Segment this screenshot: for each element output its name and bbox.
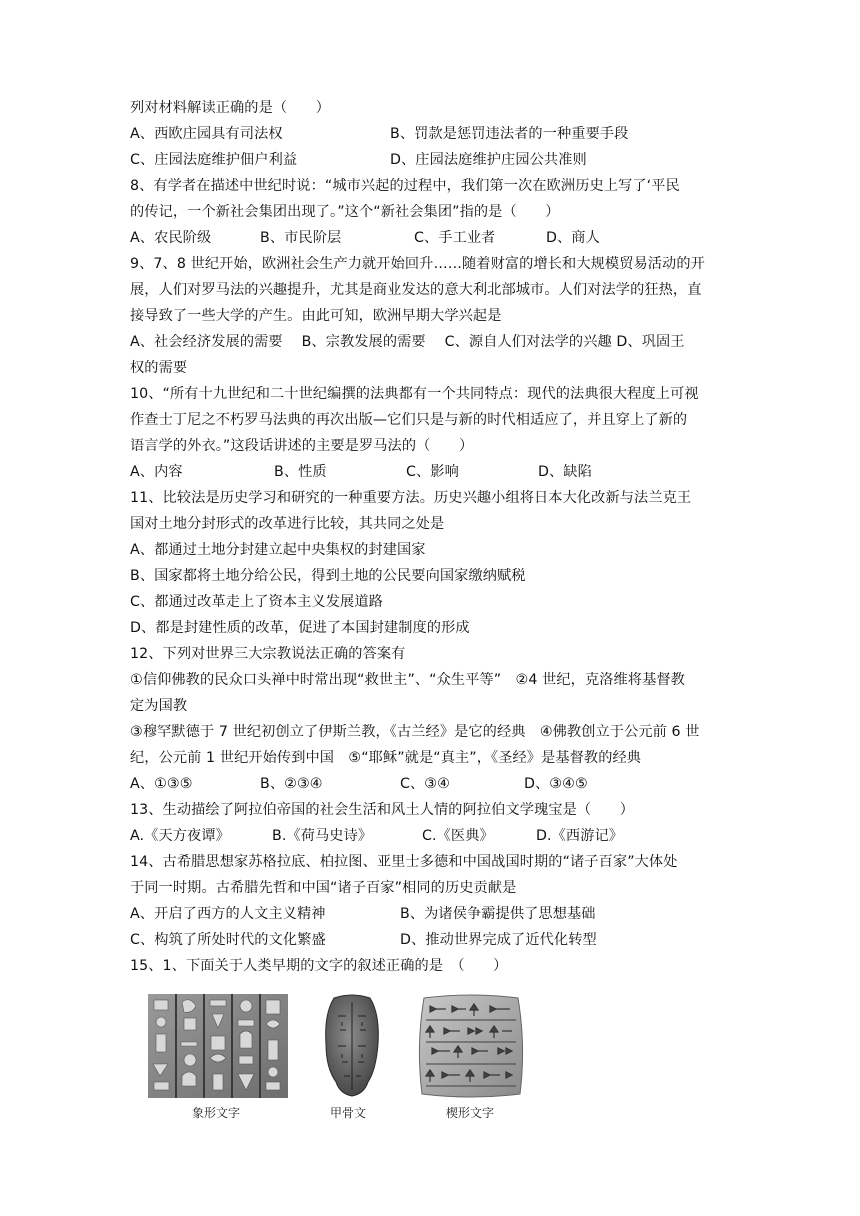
early-writing-figures	[148, 994, 548, 1124]
text-line	[130, 878, 740, 898]
text-segment: 13、生动描绘了阿拉伯帝国的社会生活和风土人情的阿拉伯文学瑰宝是（ ）	[130, 802, 635, 818]
text-segment: C、构筑了所处时代的文化繁盛	[130, 932, 326, 948]
text-segment: C、手工业者	[414, 230, 496, 246]
text-line	[130, 410, 740, 430]
text-segment: D.《西游记》	[536, 828, 624, 844]
text-segment: A、①③⑤	[130, 776, 193, 792]
text-segment: D、庄园法庭维护庄园公共准则	[390, 152, 587, 168]
text-segment: C、庄园法庭维护佃户利益	[130, 152, 298, 168]
text-segment: A、西欧庄园具有司法权	[130, 126, 283, 142]
text-line	[130, 228, 740, 248]
text-segment: B、为诸侯争霸提供了思想基础	[400, 906, 596, 922]
text-segment: ①信仰佛教的民众口头禅中时常出现“救世主”、“众生平等” ②4 世纪，克洛维将基督教	[130, 672, 685, 688]
text-segment: A、农民阶级	[130, 230, 212, 246]
text-segment: B、罚款是惩罚违法者的一种重要手段	[390, 126, 629, 142]
text-line	[130, 696, 740, 716]
text-line	[130, 566, 740, 586]
text-line	[130, 904, 740, 924]
text-segment: 8、有学者在描述中世纪时说：“城市兴起的过程中，我们第一次在欧洲历史上写了‘平民	[130, 178, 680, 194]
caption-cuneiform: 楔形文字	[446, 1106, 495, 1120]
text-line	[130, 462, 740, 482]
text-line	[130, 306, 740, 326]
hieroglyph-image	[148, 994, 288, 1102]
text-segment: A、社会经济发展的需要 B、宗教发展的需要 C、源自人们对法学的兴趣 D、巩固王	[130, 334, 685, 350]
text-segment: D、③④⑤	[524, 776, 588, 792]
text-segment: 定为国教	[130, 698, 188, 714]
text-line	[130, 514, 740, 534]
text-line	[130, 202, 740, 222]
text-segment: 于同一时期。古希腊先哲和中国“诸子百家”相同的历史贡献是	[130, 880, 517, 896]
text-segment: 国对土地分封形式的改革进行比较，其共同之处是	[130, 516, 445, 532]
text-segment: 作查士丁尼之不朽罗马法典的再次出版—它们只是与新的时代相适应了，并且穿上了新的	[130, 412, 688, 428]
text-line	[130, 358, 740, 378]
text-segment: D、推动世界完成了近代化转型	[400, 932, 597, 948]
text-segment: D、缺陷	[538, 464, 592, 480]
text-segment: C、影响	[406, 464, 459, 480]
text-segment: B、市民阶层	[260, 230, 342, 246]
text-line	[130, 332, 740, 352]
text-segment: 11、比较法是历史学习和研究的一种重要方法。历史兴趣小组将日本大化改新与法兰克王	[130, 490, 692, 506]
text-line	[130, 930, 740, 950]
text-line	[130, 774, 740, 794]
text-line	[130, 800, 740, 820]
text-line	[130, 644, 740, 664]
text-segment: 14、古希腊思想家苏格拉底、柏拉图、亚里士多德和中国战国时期的“诸子百家”大体处	[130, 854, 678, 870]
text-segment: B.《荷马史诗》	[272, 828, 373, 844]
text-line	[130, 150, 740, 170]
text-segment: 展，人们对罗马法的兴趣提升，尤其是商业发达的意大利北部城市。人们对法学的狂热，直	[130, 282, 702, 298]
text-segment: 10、“所有十九世纪和二十世纪编撰的法典都有一个共同特点：现代的法典很大程度上可视	[130, 386, 699, 402]
text-segment: C.《医典》	[422, 828, 494, 844]
text-segment: 9、7、8 世纪开始，欧洲社会生产力就开始回升……随着财富的增长和大规模贸易活动的开	[130, 256, 705, 272]
text-line	[130, 592, 740, 612]
text-segment: C、③④	[400, 776, 450, 792]
text-segment: 的传记，一个新社会集团出现了。”这个“新社会集团”指的是（ ）	[130, 204, 560, 220]
text-line	[130, 488, 740, 508]
caption-hieroglyph: 象形文字	[192, 1106, 241, 1120]
text-line	[130, 540, 740, 560]
text-segment: 列对材料解读正确的是（ ）	[130, 100, 331, 116]
text-segment: B、国家都将土地分给公民，得到土地的公民要向国家缴纳赋税	[130, 568, 526, 584]
text-line	[130, 748, 740, 768]
oracle-bone-image	[320, 994, 384, 1102]
text-segment: 接导致了一些大学的产生。由此可知，欧洲早期大学兴起是	[130, 308, 502, 324]
text-line	[130, 384, 740, 404]
text-line	[130, 254, 740, 274]
caption-oracle-bone: 甲骨文	[330, 1106, 367, 1120]
text-segment: A、内容	[130, 464, 183, 480]
text-segment: B、②③④	[260, 776, 323, 792]
text-line	[130, 722, 740, 742]
text-segment: B、性质	[274, 464, 327, 480]
text-segment: 15、1、下面关于人类早期的文字的叙述正确的是 （ ）	[130, 958, 508, 974]
text-segment: C、都通过改革走上了资本主义发展道路	[130, 594, 383, 610]
text-line	[130, 124, 740, 144]
text-segment: A、开启了西方的人文主义精神	[130, 906, 326, 922]
text-segment: A、都通过土地分封建立起中央集权的封建国家	[130, 542, 426, 558]
text-line	[130, 852, 740, 872]
text-line	[130, 176, 740, 196]
text-line	[130, 280, 740, 300]
text-segment: 权的需要	[130, 360, 188, 376]
text-segment: A.《天方夜谭》	[130, 828, 230, 844]
text-line	[130, 98, 740, 118]
text-line	[130, 436, 740, 456]
text-segment: 12、下列对世界三大宗教说法正确的答案有	[130, 646, 406, 662]
text-line	[130, 826, 740, 846]
text-line	[130, 670, 740, 690]
cuneiform-tablet-image	[416, 994, 526, 1102]
text-segment: 纪，公元前 1 世纪开始传到中国 ⑤“耶稣”就是“真主”，《圣经》是基督教的经典	[130, 750, 642, 766]
text-segment: D、商人	[546, 230, 600, 246]
text-segment: ③穆罕默德于 7 世纪初创立了伊斯兰教，《古兰经》是它的经典 ④佛教创立于公元前 6 世	[130, 724, 700, 740]
text-line	[130, 956, 740, 976]
text-segment: 语言学的外衣。”这段话讲述的主要是罗马法的（ ）	[130, 438, 474, 454]
text-segment: D、都是封建性质的改革，促进了本国封建制度的形成	[130, 620, 470, 636]
text-line	[130, 618, 740, 638]
